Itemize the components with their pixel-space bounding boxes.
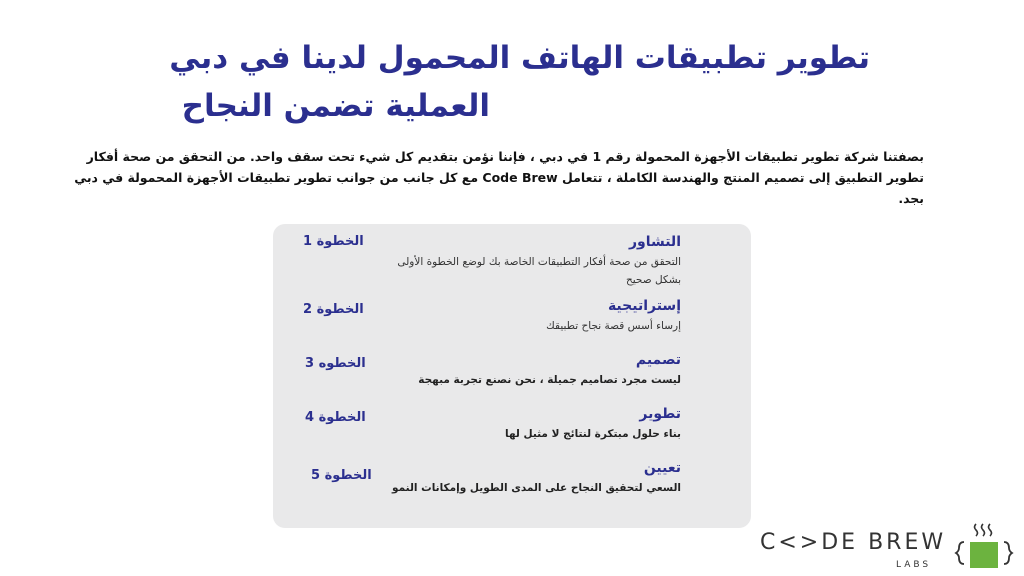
step-2-content [381, 298, 681, 335]
coffee-cup-icon [954, 520, 1014, 572]
step-5-name: تعيين [643, 460, 681, 476]
logo-labs-text: LABS [896, 560, 932, 570]
step-5-number: الخطوة 5 [311, 468, 372, 483]
page-title [150, 34, 870, 130]
step-4-number: الخطوة 4 [305, 410, 366, 425]
step-1-name: التشاور [628, 234, 681, 250]
logo-wordmark: C<>DE BREW [760, 530, 947, 555]
step-2-name: إستراتيجية [607, 298, 681, 314]
step-4-content [381, 406, 681, 443]
step-5-description: السعي لتحقيق النجاح على المدى الطويل وإمكانات النمو [392, 482, 681, 494]
intro-line-3: بجد. [898, 191, 924, 206]
step-1-content [381, 234, 681, 289]
code-brew-labs-logo [760, 516, 1016, 576]
intro-line-1: بصفتنا شركة تطوير تطبيقات الأجهزة المحمولة رقم 1 في دبي ، فإننا نؤمن بتقديم كل شيء تحت سقف واحد. من التحقق من صحة أفكار [86, 149, 924, 164]
process-steps-card [273, 224, 751, 528]
step-3-description: ليست مجرد تصاميم جميلة ، نحن نصنع تجربة مبهجة [418, 374, 681, 386]
step-3-name: تصميم [635, 352, 681, 368]
step-3-number: الخطوه 3 [305, 356, 366, 371]
page-title-line-1: تطوير تطبيقات الهاتف المحمول لدينا في دبي [169, 40, 870, 76]
intro-line-2: تطوير التطبيق إلى تصميم المنتج والهندسة الكاملة ، تتعامل Code Brew مع كل جانب من جوانب تطوير تطبيقات الأجهزة المحمولة في دبي [74, 170, 924, 185]
intro-paragraph [74, 146, 924, 209]
step-5-content [381, 460, 681, 497]
step-1-description: التحقق من صحة أفكار التطبيقات الخاصة بك لوضع الخطوة الأولى بشكل صحيح [397, 256, 681, 286]
page-title-line-2: العملية تضمن النجاح [181, 88, 490, 124]
step-3-content [381, 352, 681, 389]
step-1-number: الخطوة 1 [303, 234, 364, 249]
step-2-description: إرساء أسس قصة نجاح تطبيقك [546, 320, 681, 332]
step-2-number: الخطوة 2 [303, 302, 364, 317]
step-4-description: بناء حلول مبتكرة لنتائج لا مثيل لها [505, 428, 681, 440]
step-4-name: تطوير [639, 406, 681, 422]
